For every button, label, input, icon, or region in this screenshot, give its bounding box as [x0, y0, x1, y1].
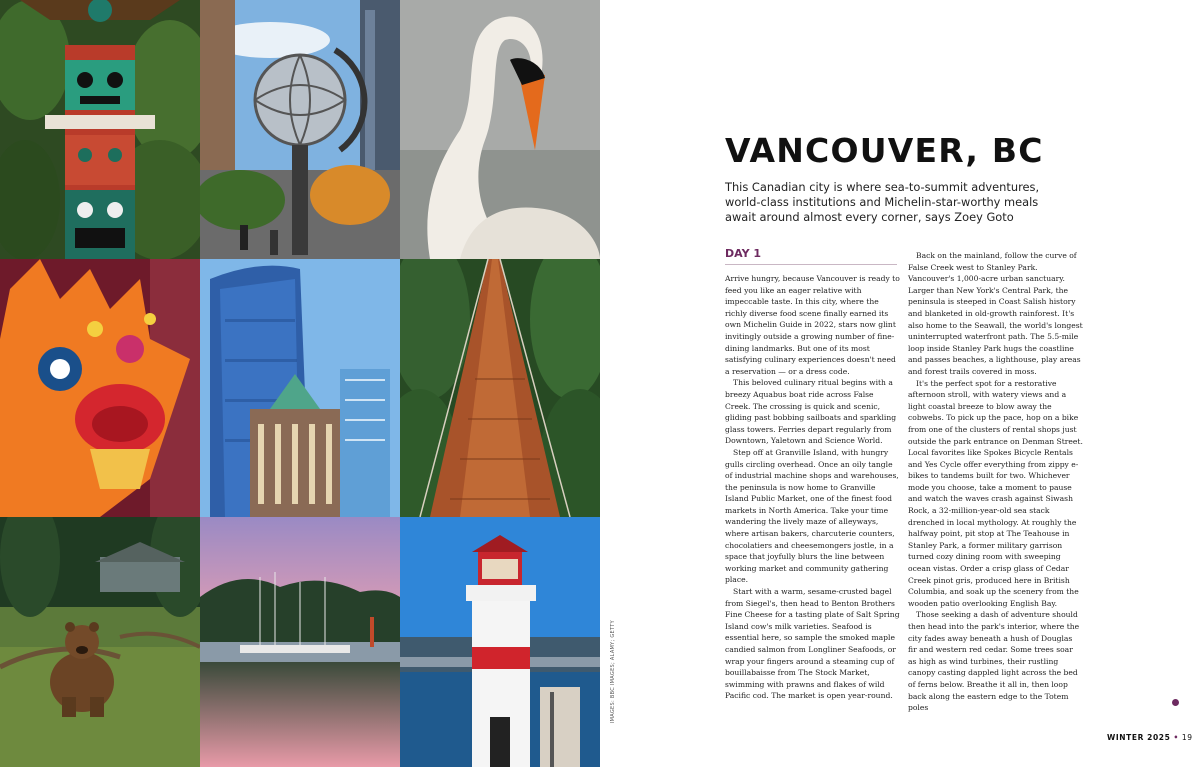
article-standfirst: This Canadian city is where sea-to-summit adventures, world-class institutions and Michelin-star-worthy meals await around almost every corner, says Zoey Goto — [725, 180, 1040, 224]
section-heading: DAY 1 — [725, 247, 897, 265]
paragraph: It's the perfect spot for a restorative afternoon stroll, with watery views and a light coastal breeze to blow away the cobwebs. To pick up the pace, hop on a bike from one of the clusters of rental shops just outside the park entrance on Denman Street. Local favorites like Spokes Bicycle Rentals and Yes Cycle offer everything from zippy e-bikes to tandems built for two. Whichever mode you choose, take a moment to pause and watch the waves crash against Siwash Rock, a 32-million-year-old sea stack drenched in local mythology. At roughly the halfway point, pit stop at The Teahouse in Stanley Park, a former military garrison turned cozy dining room with sweeping ocean vistas. Order a crisp glass of Cedar Creek pinot gris, produced here in British Columbia, and soak up the scenery from the wooden patio overlooking English Bay. — [908, 378, 1083, 608]
paragraph: Those seeking a dash of adventure should then head into the park's interior, where the city fades away beneath a hush of Douglas fir and western red cedar. Some trees soar as high as wind turbines, their rustling canopy casting dappled light across the bed of ferns below. Breathe it all in, then loop back along the eastern edge to the Totem poles — [908, 610, 1080, 713]
harbour-photo — [200, 517, 400, 767]
totem-pole-photo — [0, 0, 200, 259]
folio — [1107, 733, 1193, 742]
article-title: VANCOUVER, BC — [725, 131, 1044, 170]
page-number: 19 — [1181, 733, 1193, 742]
issue-label: WINTER 2025 — [1107, 733, 1171, 742]
text-column-1 — [725, 273, 901, 702]
glass-tower-photo — [200, 259, 400, 517]
folio-separator: • — [1173, 733, 1179, 742]
continue-bullet-icon — [1172, 699, 1179, 706]
suspension-bridge-photo — [400, 259, 600, 517]
dragon-dance-photo — [0, 259, 200, 517]
globe-sculpture-photo — [200, 0, 400, 259]
lighthouse-photo — [400, 517, 600, 767]
text-column-2 — [908, 250, 1083, 714]
paragraph: Arrive hungry, because Vancouver is ready to feed you like an eager relative with impeccable taste. In this city, where the richly diverse food scene finally earned its own Michelin Guide in 2022, stars now glint invitingly outside a growing number of fine-dining landmarks. But one of its most satisfying culinary experiences doesn't need a reservation — or a dress code. — [725, 274, 900, 376]
paragraph: Back on the mainland, follow the curve of False Creek west to Stanley Park. Vancouver's 1,000-acre urban sanctuary. Larger than New York's Central Park, the peninsula is steeped in Coast Salish history and blanketed in old-growth rainforest. It's also home to the Seawall, the world's longest uninterrupted waterfront path. The 5.5-mile loop inside Stanley Park hugs the coastline and passes beaches, a lighthouse, play areas and forest trails covered in moss. — [908, 251, 1083, 376]
bear-photo — [0, 517, 200, 767]
paragraph: Step off at Granville Island, with hungry gulls circling overhead. Once an oily tangle of industrial machine shops and warehouses, the peninsula is now home to Granville Island Public Market, one of the finest food markets in North America. Take your time wandering the lively maze of alleyways, where artisan bakers, charcuterie counters, chocolatiers and cheesemongers jostle, in a space that joyfully blurs the line between working market and community gathering place. — [725, 447, 899, 585]
paragraph: This beloved culinary ritual begins with a breezy Aquabus boat ride across False Creek. The crossing is quick and scenic, gliding past bobbing sailboats and sparkling glass towers. Ferries depart regularly from Downtown, Yaletown and Science World. — [725, 378, 897, 446]
swan-photo — [400, 0, 600, 259]
image-credit: IMAGES: BBC IMAGES; ALAMY; GETTY — [610, 620, 616, 724]
paragraph: Start with a warm, sesame-crusted bagel from Siegel's, then head to Benton Brothers Fine Cheese for a tasting plate of Salt Spring Island cow's milk varieties. Seafood is essential here, so sample the smoked maple candied salmon from Longliner Seafoods, or wrap your fingers around a steaming cup of bouillabaisse from The Stock Market, swimming with prawns and flakes of wild Pacific cod. The market is open year-round. — [725, 587, 900, 701]
